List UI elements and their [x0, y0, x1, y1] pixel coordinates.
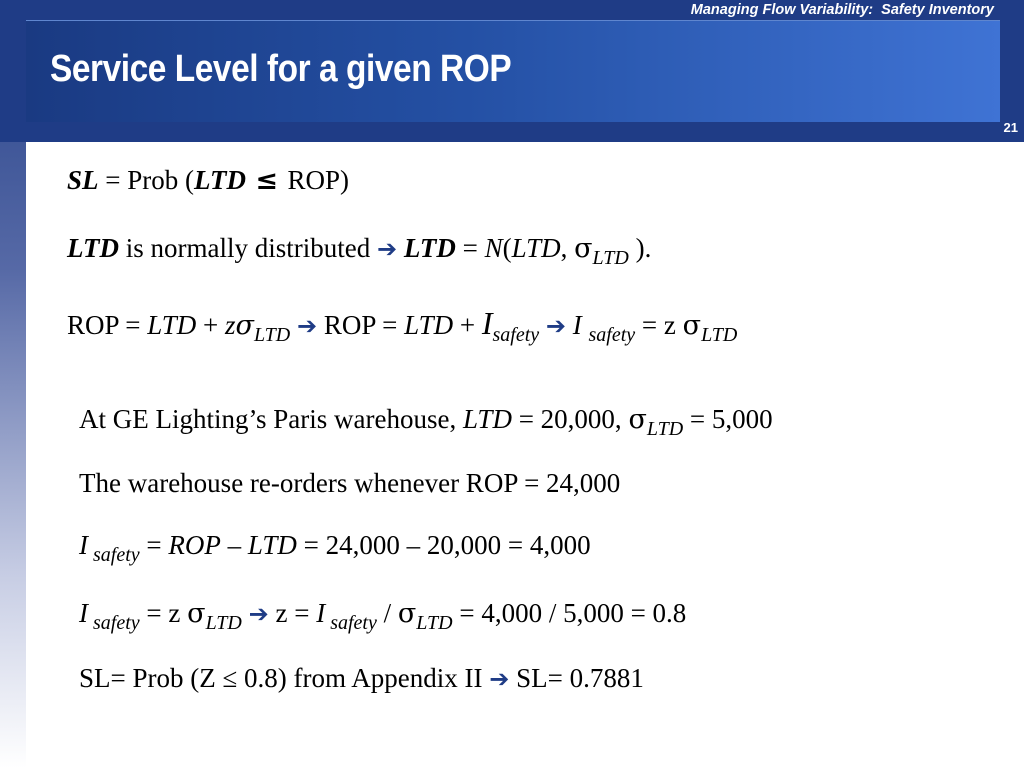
example-z-value: I $_{safety}$ = z $\sigma_{LTD}$ ➔ z = I $_{safety} / \sigma_{LTD} = 4,000 / 5,000 = 0.8$: [79, 598, 687, 634]
right-arrow-icon: ➔: [296, 312, 318, 340]
example-paris-warehouse: At GE Lighting’s Paris warehouse, LTD = 20,000, $\sigma_{LTD} = 5,000$: [79, 404, 773, 440]
example-reorder-point: The warehouse re-orders whenever ROP = 24,000: [79, 468, 621, 498]
example-service-level: SL= Prob (Z ≤ 0.8) from Appendix II ➔ SL= 0.7881: [79, 663, 644, 693]
right-arrow-icon: ➔: [248, 600, 269, 628]
slide-number: 21: [1003, 120, 1018, 135]
right-arrow-icon: ➔: [376, 235, 398, 263]
formula-rop: ROP = LTD + $z\sigma_{LTD}$ ➔ ROP = LTD + $I_{safety}$ ➔ I $_{safety}$ = z $\sigma_{LTD}$: [67, 305, 738, 346]
slide-title: Service Level for a given ROP: [50, 48, 512, 90]
right-arrow-icon: ➔: [489, 665, 510, 693]
formula-sl: SL = Prob (LTD ≤ ROP): [67, 165, 349, 196]
right-arrow-icon: ➔: [545, 312, 566, 340]
title-panel: [26, 20, 1000, 122]
formula-ltd-distribution: LTD is normally distributed ➔ LTD = N(LTD, $\sigma_{LTD}$ ).: [67, 233, 652, 269]
example-safety-inventory: I $_{safety}$ = ROP – LTD = 24,000 – 20,000 = 4,000: [79, 530, 591, 566]
header-text: Managing Flow Variability: Safety Inventory: [690, 2, 994, 18]
